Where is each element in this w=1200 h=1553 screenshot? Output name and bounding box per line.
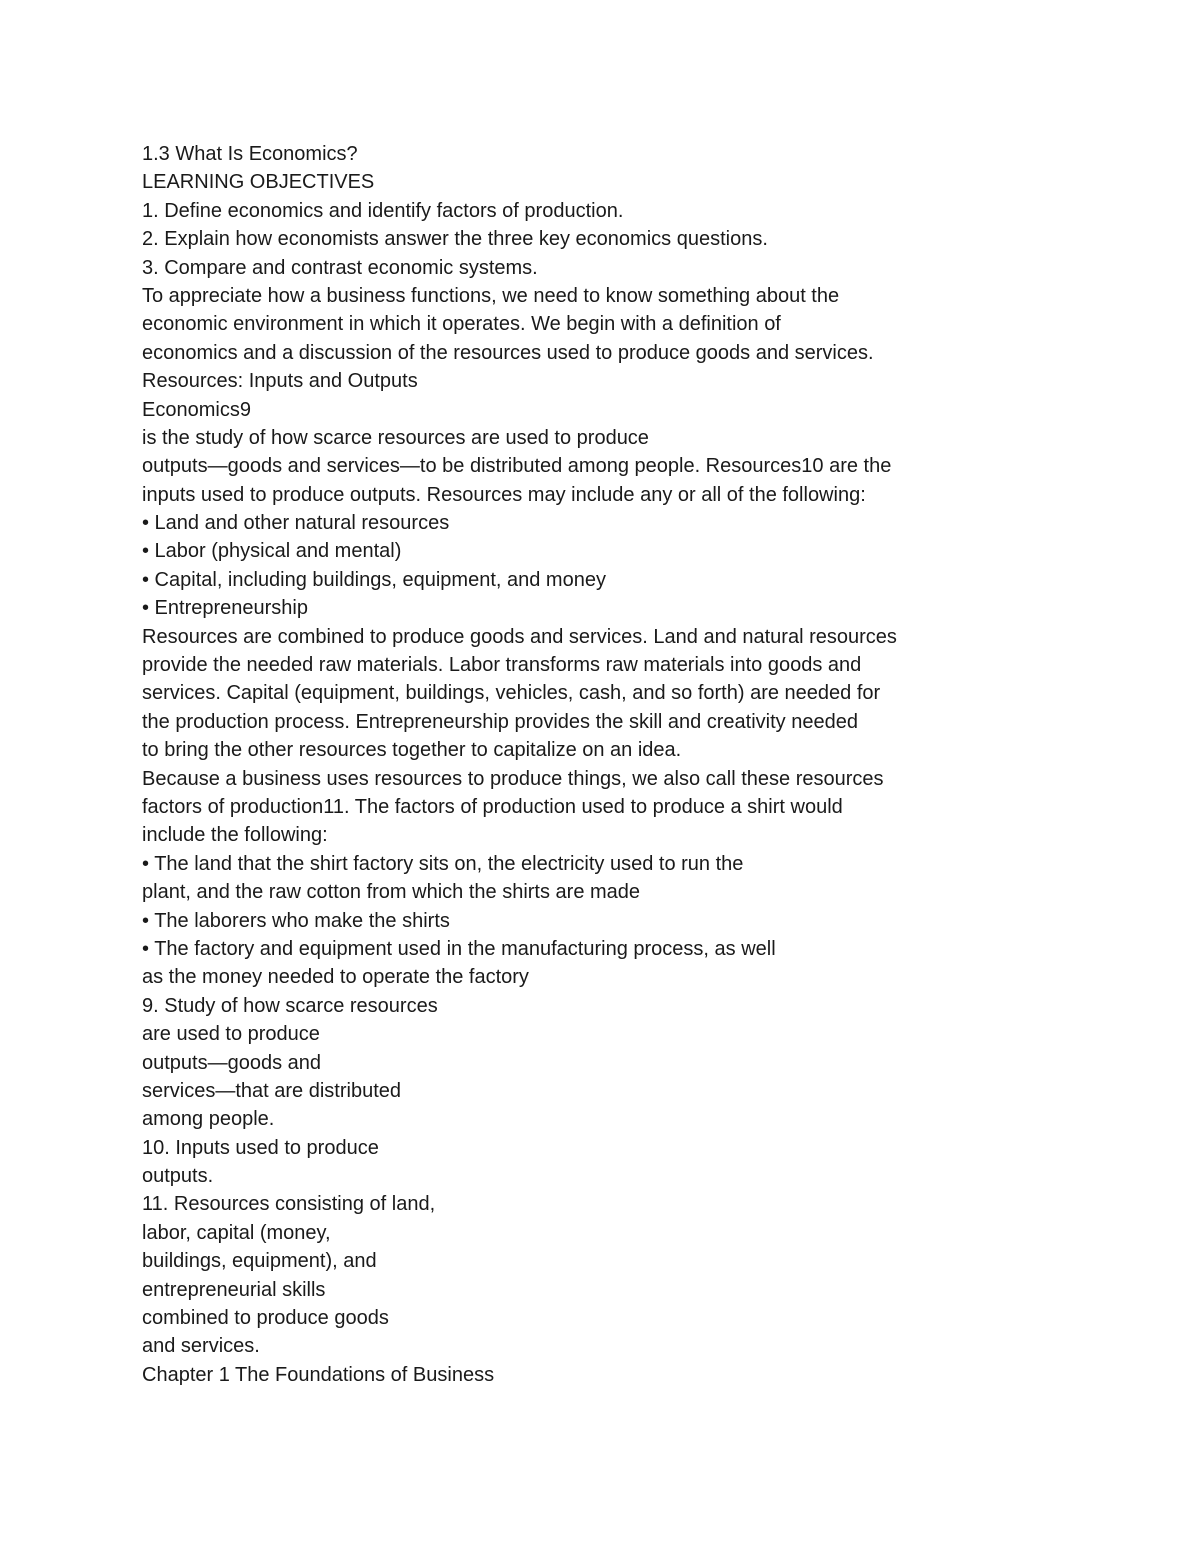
footnote-line: labor, capital (money, [142,1221,331,1244]
paragraph-line: factors of production11. The factors of production used to produce a shirt would [142,795,843,818]
objective-item: 2. Explain how economists answer the three key economics questions. [142,228,768,251]
footnote-line: entrepreneurial skills [142,1278,326,1301]
paragraph-line: economics and a discussion of the resources used to produce goods and services. [142,341,874,364]
paragraph-line: Because a business uses resources to produce things, we also call these resources [142,767,884,790]
paragraph-line: inputs used to produce outputs. Resources may include any or all of the following: [142,483,866,506]
bullet-continuation: as the money needed to operate the factory [142,966,529,989]
chapter-footer: Chapter 1 The Foundations of Business [142,1363,495,1386]
footnote-line: are used to produce [142,1023,320,1046]
footnote-line: outputs. [142,1165,214,1188]
paragraph-line: Resources are combined to produce goods and services. Land and natural resources [142,625,897,648]
paragraph-line: is the study of how scarce resources are used to produce [142,426,649,449]
footnote-line: outputs—goods and [142,1051,322,1074]
paragraph-line: the production process. Entrepreneurship provides the skill and creativity needed [142,710,858,733]
paragraph-line: to bring the other resources together to capitalize on an idea. [142,739,682,762]
bullet-item: • Entrepreneurship [142,597,308,620]
bullet-item: • The laborers who make the shirts [142,909,450,932]
footnote-line: 10. Inputs used to produce [142,1136,379,1159]
objective-item: 1. Define economics and identify factors of production. [142,199,624,222]
subsection-heading: Resources: Inputs and Outputs [142,370,418,393]
paragraph-line: outputs—goods and services—to be distributed among people. Resources10 are the [142,455,892,478]
paragraph-line: provide the needed raw materials. Labor transforms raw materials into goods and [142,654,862,677]
footnote-line: among people. [142,1108,275,1131]
term-line: Economics9 [142,398,251,421]
paragraph-line: include the following: [142,824,328,847]
bullet-item: • The land that the shirt factory sits on, the electricity used to run the [142,852,744,875]
footnote-line: 11. Resources consisting of land, [142,1193,436,1216]
footnote-line: services—that are distributed [142,1079,402,1102]
footnote-line: and services. [142,1335,260,1358]
objective-item: 3. Compare and contrast economic systems. [142,256,538,279]
bullet-item: • The factory and equipment used in the manufacturing process, as well [142,937,776,960]
document-body [142,140,1142,1389]
paragraph-line: economic environment in which it operates. We begin with a definition of [142,313,781,336]
learning-objectives-heading: LEARNING OBJECTIVES [142,171,375,194]
paragraph-line: services. Capital (equipment, buildings, vehicles, cash, and so forth) are needed for [142,682,881,705]
section-title: 1.3 What Is Economics? [142,143,358,165]
paragraph-line: To appreciate how a business functions, we need to know something about the [142,284,840,307]
bullet-item: • Capital, including buildings, equipment, and money [142,568,606,591]
bullet-continuation: plant, and the raw cotton from which the shirts are made [142,881,641,904]
bullet-item: • Land and other natural resources [142,512,450,535]
footnote-line: buildings, equipment), and [142,1250,377,1273]
footnote-line: 9. Study of how scarce resources [142,994,438,1017]
footnote-line: combined to produce goods [142,1307,389,1330]
bullet-item: • Labor (physical and mental) [142,540,402,563]
